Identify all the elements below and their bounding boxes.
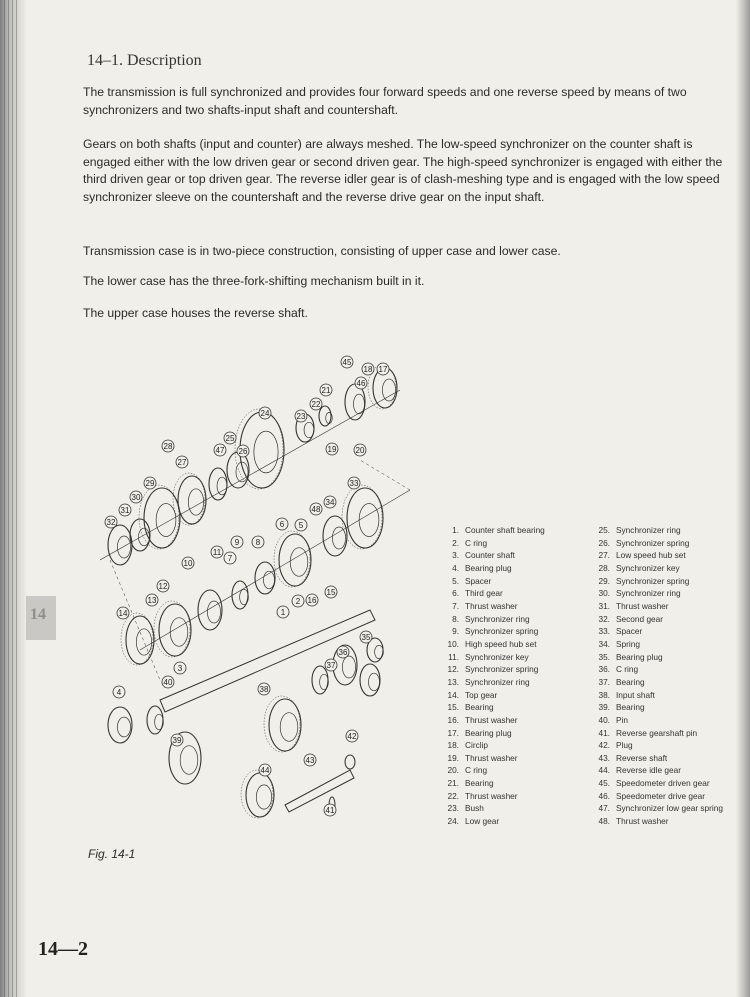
part-name: Bush — [465, 803, 484, 814]
part-name: Bearing — [465, 702, 494, 713]
part-name: Thrust washer — [616, 600, 669, 611]
part-item — [592, 790, 723, 803]
part-number: 21. — [447, 778, 459, 789]
part-item — [441, 739, 545, 752]
callout-number: 41 — [325, 805, 335, 815]
callout-marker — [130, 491, 142, 503]
callout-marker — [362, 363, 374, 375]
callout-number: 7 — [227, 553, 233, 563]
callout-number: 25 — [225, 433, 235, 443]
part-name: Synchronizer key — [465, 651, 529, 662]
part-number: 6. — [452, 588, 459, 599]
part-number: 13. — [447, 676, 459, 687]
callout-marker — [182, 557, 194, 569]
part-name: Synchronizer spring — [616, 537, 690, 548]
part-name: Plug — [616, 740, 633, 751]
part-number: 18. — [447, 740, 459, 751]
part-number: 37. — [598, 676, 610, 687]
part-number: 45. — [598, 778, 610, 789]
part-number: 1. — [452, 525, 459, 535]
part-item — [441, 752, 545, 765]
callout-marker — [326, 443, 338, 455]
part-name: Synchronizer ring — [465, 613, 530, 624]
part-item — [441, 689, 545, 702]
callout-number: 18 — [363, 364, 373, 374]
part-item — [441, 651, 545, 664]
part-item — [441, 663, 545, 676]
callout-number: 43 — [305, 755, 315, 765]
callout-marker — [292, 595, 304, 607]
part-number: 34. — [598, 638, 610, 649]
part-name: Second gear — [616, 613, 664, 624]
part-item — [592, 638, 723, 651]
part-number: 5. — [452, 575, 459, 586]
callout-marker — [320, 384, 332, 396]
part-item — [592, 752, 723, 765]
part-name: Synchronizer key — [616, 562, 680, 573]
part-number: 9. — [452, 626, 459, 637]
part-number: 42. — [598, 740, 610, 751]
callout-number: 10 — [183, 558, 193, 568]
part-number: 40. — [598, 714, 610, 725]
part-name: Speedometer drive gear — [616, 790, 706, 801]
page-edge-shadow — [736, 0, 750, 997]
part-number: 30. — [598, 588, 610, 599]
part-number: 39. — [598, 702, 610, 713]
chapter-tab-label: 14 — [30, 606, 46, 623]
exploded-transmission-diagram — [100, 350, 430, 830]
part-name: Spacer — [465, 575, 492, 586]
paragraph-upper-case: The upper case houses the reverse shaft. — [83, 306, 308, 320]
part-name: Thrust washer — [465, 600, 518, 611]
callout-number: 19 — [327, 444, 337, 454]
callout-number: 11 — [212, 547, 222, 557]
callout-number: 31 — [120, 505, 130, 515]
callout-number: 48 — [311, 504, 321, 514]
part-item — [441, 587, 545, 600]
part-item — [592, 802, 723, 815]
callout-number: 12 — [158, 581, 168, 591]
part-name: Spacer — [616, 626, 643, 637]
part-number: 25. — [598, 525, 610, 535]
callout-marker — [171, 734, 183, 746]
callout-marker — [224, 552, 236, 564]
part-number: 43. — [598, 752, 610, 763]
callout-number: 45 — [342, 357, 352, 367]
callout-number: 32 — [106, 517, 116, 527]
part-number: 17. — [447, 727, 459, 738]
part-name: Reverse gearshaft pin — [616, 727, 698, 738]
chapter-tab — [26, 596, 56, 640]
part-item — [441, 790, 545, 803]
part-item — [441, 802, 545, 815]
part-name: Bearing plug — [465, 727, 512, 738]
part-item — [592, 764, 723, 777]
part-number: 48. — [598, 816, 610, 827]
callout-marker — [324, 804, 336, 816]
callout-number: 33 — [349, 478, 359, 488]
callout-number: 20 — [355, 445, 365, 455]
part-item — [592, 549, 723, 562]
part-number: 8. — [452, 613, 459, 624]
callout-marker — [119, 504, 131, 516]
callout-number: 9 — [234, 537, 240, 547]
part-item — [592, 727, 723, 740]
part-item — [441, 676, 545, 689]
callout-marker — [258, 683, 270, 695]
part-name: Low gear — [465, 816, 500, 827]
part-number: 10. — [447, 638, 459, 649]
parts-list-right — [592, 524, 723, 828]
figure-caption: Fig. 14-1 — [88, 847, 136, 861]
callout-number: 1 — [280, 607, 286, 617]
part-item — [441, 600, 545, 613]
callout-number: 26 — [238, 446, 248, 456]
callout-marker — [310, 398, 322, 410]
part-name: Synchronizer ring — [616, 588, 681, 599]
callout-marker — [377, 363, 389, 375]
callout-marker — [237, 445, 249, 457]
part-name: Thrust washer — [465, 790, 518, 801]
callout-marker — [259, 764, 271, 776]
part-name: Top gear — [465, 689, 498, 700]
callout-marker — [162, 440, 174, 452]
page-number: 14—2 — [38, 938, 88, 960]
part-name: Synchronizer ring — [465, 676, 530, 687]
callout-number: 30 — [131, 492, 141, 502]
part-item — [441, 575, 545, 588]
callout-number: 44 — [260, 765, 270, 775]
callout-marker — [304, 754, 316, 766]
part-name: Third gear — [465, 588, 503, 599]
part-item — [592, 701, 723, 714]
part-item — [592, 777, 723, 790]
part-number: 26. — [598, 537, 610, 548]
binding-lines — [4, 0, 20, 997]
callout-number: 39 — [172, 735, 182, 745]
section-heading: 14–1. Description — [87, 52, 202, 69]
callout-marker — [310, 503, 322, 515]
part-number: 44. — [598, 765, 610, 776]
part-name: Speedometer driven gear — [616, 778, 710, 789]
part-number: 28. — [598, 562, 610, 573]
part-name: Reverse idle gear — [616, 765, 682, 776]
callout-number: 36 — [338, 647, 348, 657]
part-name: Bearing — [616, 702, 645, 713]
part-item — [441, 777, 545, 790]
part-item — [592, 562, 723, 575]
part-item — [592, 663, 723, 676]
callout-marker — [259, 407, 271, 419]
callout-marker — [346, 730, 358, 742]
callout-marker — [276, 518, 288, 530]
part-number: 20. — [447, 765, 459, 776]
callout-number: 23 — [296, 411, 306, 421]
part-number: 19. — [447, 752, 459, 763]
callout-marker — [355, 377, 367, 389]
part-item — [441, 727, 545, 740]
part-item — [592, 537, 723, 550]
part-name: Synchronizer low gear spring — [616, 803, 723, 814]
callout-number: 38 — [259, 684, 269, 694]
paragraph-lower-case: The lower case has the three-fork-shifting mechanism built in it. — [83, 274, 425, 288]
part-item — [592, 575, 723, 588]
part-number: 4. — [452, 562, 459, 573]
part-number: 36. — [598, 664, 610, 675]
part-item — [441, 562, 545, 575]
part-name: Counter shaft — [465, 550, 515, 561]
part-name: Synchronizer spring — [465, 626, 539, 637]
part-name: High speed hub set — [465, 638, 537, 649]
callout-number: 5 — [298, 520, 304, 530]
callout-marker — [295, 410, 307, 422]
part-name: Thrust washer — [616, 816, 669, 827]
part-name: Circlip — [465, 740, 489, 751]
part-number: 14. — [447, 689, 459, 700]
part-item — [441, 613, 545, 626]
callout-marker — [324, 496, 336, 508]
callout-number: 2 — [295, 596, 301, 606]
part-name: Synchronizer spring — [616, 575, 690, 586]
callout-number: 4 — [116, 687, 122, 697]
part-name: Synchronizer spring — [465, 664, 539, 675]
callout-number: 22 — [311, 399, 321, 409]
part-name: Thrust washer — [465, 752, 518, 763]
part-number: 3. — [452, 550, 459, 561]
part-name: C ring — [465, 765, 488, 776]
part-number: 27. — [598, 550, 610, 561]
part-name: Bearing — [465, 778, 494, 789]
callout-number: 37 — [326, 660, 336, 670]
part-number: 41. — [598, 727, 610, 738]
part-number: 22. — [447, 790, 459, 801]
part-number: 31. — [598, 600, 610, 611]
part-item — [592, 600, 723, 613]
callout-marker — [157, 580, 169, 592]
callout-marker — [277, 606, 289, 618]
callout-number: 42 — [347, 731, 357, 741]
part-item — [592, 676, 723, 689]
callout-marker — [354, 444, 366, 456]
part-name: Pin — [616, 714, 628, 725]
callout-marker — [348, 477, 360, 489]
part-number: 16. — [447, 714, 459, 725]
paragraph-synchronization: The transmission is full synchronized and provides four forward speeds and one reverse speed by means of two synchronizers and two shafts-input shaft and countershaft. — [83, 85, 687, 117]
part-name: Synchronizer ring — [616, 525, 681, 535]
callout-marker — [144, 477, 156, 489]
callout-number: 24 — [260, 408, 270, 418]
part-number: 11. — [448, 651, 459, 662]
callout-marker — [252, 536, 264, 548]
part-item — [441, 764, 545, 777]
part-number: 46. — [598, 790, 610, 801]
part-item — [441, 524, 545, 537]
callout-marker — [306, 594, 318, 606]
callout-marker — [341, 356, 353, 368]
callout-number: 15 — [326, 587, 336, 597]
part-item — [592, 739, 723, 752]
callout-number: 6 — [279, 519, 285, 529]
part-item — [441, 549, 545, 562]
callout-marker — [337, 646, 349, 658]
callout-marker — [113, 686, 125, 698]
part-number: 24. — [447, 816, 459, 827]
part-item — [441, 625, 545, 638]
part-number: 32. — [598, 613, 610, 624]
part-number: 12. — [447, 664, 459, 675]
callout-marker — [360, 631, 372, 643]
part-item — [592, 587, 723, 600]
callout-number: 46 — [356, 378, 366, 388]
callout-number: 28 — [163, 441, 173, 451]
callout-number: 40 — [163, 677, 173, 687]
part-item — [441, 815, 545, 828]
callout-number: 29 — [145, 478, 155, 488]
part-number: 33. — [598, 626, 610, 637]
part-name: Thrust washer — [465, 714, 518, 725]
part-item — [441, 537, 545, 550]
callout-marker — [117, 607, 129, 619]
part-number: 35. — [598, 651, 610, 662]
part-number: 23. — [447, 803, 459, 814]
callout-number: 27 — [177, 457, 187, 467]
callout-number: 17 — [378, 364, 388, 374]
callout-number: 21 — [321, 385, 331, 395]
callout-marker — [211, 546, 223, 558]
callout-marker — [295, 519, 307, 531]
callout-marker — [146, 594, 158, 606]
callout-number: 34 — [325, 497, 335, 507]
part-item — [441, 638, 545, 651]
part-number: 2. — [452, 537, 459, 548]
part-item — [592, 689, 723, 702]
callout-marker — [224, 432, 236, 444]
part-name: Bearing — [616, 676, 645, 687]
callout-marker — [214, 444, 226, 456]
part-number: 7. — [452, 600, 459, 611]
callout-marker — [105, 516, 117, 528]
callout-number: 13 — [147, 595, 157, 605]
paragraph-gears: Gears on both shafts (input and counter) are always meshed. The low-speed synchronizer on the counter shaft is engaged either with the low driven gear or second driven gear. The high-speed synchronizer is engaged with either the third driven gear or top driven gear. The reverse idler gear is of clash-meshing type and is engaged with the low speed synchronizer sleeve on the countershaft and the reverse drive gear on the input shaft. — [83, 137, 723, 204]
part-item — [592, 524, 723, 537]
part-name: Bearing plug — [465, 562, 512, 573]
part-item — [441, 714, 545, 727]
part-name: Bearing plug — [616, 651, 663, 662]
paragraph-case: Transmission case is in two-piece construction, consisting of upper case and lower case. — [83, 244, 561, 258]
parts-list-left — [441, 524, 545, 828]
part-name: Low speed hub set — [616, 550, 686, 561]
part-item — [592, 613, 723, 626]
callout-marker — [325, 586, 337, 598]
callout-marker — [162, 676, 174, 688]
part-name: Spring — [616, 638, 640, 649]
part-number: 38. — [598, 689, 610, 700]
part-name: Counter shaft bearing — [465, 525, 545, 535]
part-name: C ring — [616, 664, 639, 675]
part-name: Reverse shaft — [616, 752, 668, 763]
callout-marker — [325, 659, 337, 671]
callout-number: 16 — [307, 595, 317, 605]
callout-marker — [176, 456, 188, 468]
callout-number: 14 — [118, 608, 128, 618]
part-number: 29. — [598, 575, 610, 586]
part-item — [592, 714, 723, 727]
part-number: 15. — [447, 702, 459, 713]
part-number: 47. — [598, 803, 610, 814]
part-name: Input shaft — [616, 689, 655, 700]
part-item — [592, 625, 723, 638]
part-item — [592, 651, 723, 664]
part-item — [441, 701, 545, 714]
callout-number: 3 — [177, 663, 183, 673]
part-item — [592, 815, 723, 828]
callout-number: 47 — [215, 445, 225, 455]
callout-number: 35 — [361, 632, 371, 642]
callout-marker — [231, 536, 243, 548]
part-name: C ring — [465, 537, 488, 548]
callout-marker — [174, 662, 186, 674]
callout-number: 8 — [255, 537, 261, 547]
